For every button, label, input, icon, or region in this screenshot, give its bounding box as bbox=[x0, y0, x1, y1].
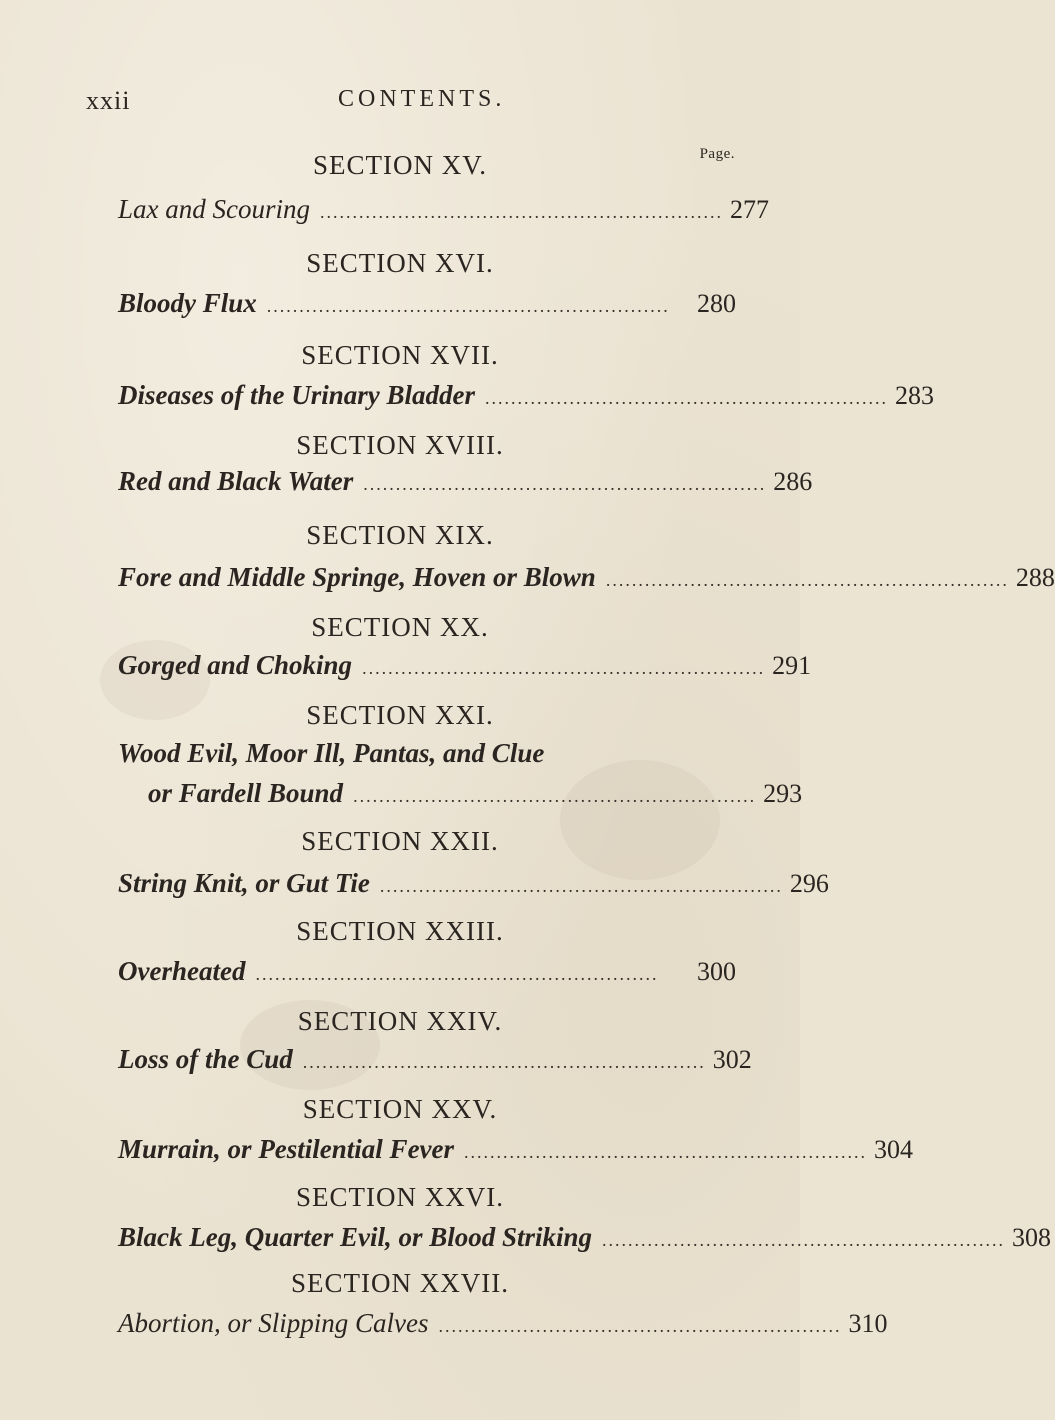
entry-title: Lax and Scouring bbox=[118, 194, 310, 224]
toc-entry bbox=[148, 778, 803, 814]
toc-entry bbox=[118, 562, 1055, 598]
dot-leader: .............................................................. bbox=[602, 1230, 1006, 1250]
section-heading: SECTION XVIII. bbox=[296, 430, 504, 460]
section-heading: SECTION XXI. bbox=[306, 700, 494, 730]
entry-title: Red and Black Water bbox=[118, 466, 354, 496]
toc-entry bbox=[118, 194, 769, 230]
dot-leader: .............................................................. bbox=[485, 388, 888, 408]
section-heading: SECTION XVII. bbox=[301, 340, 499, 370]
section-heading: SECTION XXIV. bbox=[297, 1006, 503, 1036]
entry-title: Wood Evil, Moor Ill, Pantas, and Clue bbox=[118, 738, 545, 768]
toc-entry bbox=[118, 1134, 914, 1170]
entry-page: 304 bbox=[874, 1135, 914, 1164]
entry-page: 280 bbox=[697, 289, 736, 318]
section-heading: SECTION XXIII. bbox=[296, 916, 504, 946]
entry-page: 288 bbox=[1015, 563, 1055, 592]
entry-title: String Knit, or Gut Tie bbox=[118, 868, 370, 898]
entry-page: 293 bbox=[763, 779, 803, 808]
section-heading: SECTION XXV. bbox=[302, 1094, 498, 1124]
entry-title: Abortion, or Slipping Calves bbox=[118, 1308, 429, 1338]
entry-title: Loss of the Cud bbox=[118, 1044, 293, 1074]
toc-entry bbox=[118, 466, 813, 502]
toc-entry bbox=[118, 1308, 888, 1344]
dot-leader: .............................................................. bbox=[438, 1316, 842, 1336]
entry-page: 291 bbox=[772, 651, 812, 680]
entry-title: Gorged and Choking bbox=[118, 650, 353, 680]
toc-entry bbox=[118, 868, 829, 904]
toc-entry bbox=[118, 288, 736, 324]
dot-leader: .............................................................. bbox=[605, 570, 1009, 590]
entry-page: 283 bbox=[895, 381, 934, 410]
entry-title: Murrain, or Pestilential Fever bbox=[118, 1134, 455, 1164]
section-heading: SECTION XX. bbox=[311, 612, 489, 642]
dot-leader: .............................................................. bbox=[464, 1142, 868, 1162]
section-heading: SECTION XV. bbox=[312, 150, 487, 180]
entry-title: Bloody Flux bbox=[118, 288, 257, 318]
toc-entry bbox=[118, 380, 934, 416]
page-column-label: Page. bbox=[699, 146, 735, 162]
dot-leader: .............................................................. bbox=[302, 1052, 706, 1072]
running-head: CONTENTS. bbox=[338, 86, 506, 112]
entry-page: 300 bbox=[697, 957, 736, 986]
section-heading: SECTION XXVI. bbox=[296, 1182, 504, 1212]
dot-leader: .............................................................. bbox=[363, 474, 767, 494]
dot-leader: .............................................................. bbox=[266, 296, 670, 316]
dot-leader: .............................................................. bbox=[379, 876, 783, 896]
toc-entry-line1 bbox=[118, 738, 736, 774]
entry-page: 310 bbox=[848, 1309, 888, 1338]
section-heading: SECTION XVI. bbox=[306, 248, 494, 278]
entry-title: Overheated bbox=[118, 956, 246, 986]
section-heading: SECTION XIX. bbox=[306, 520, 494, 550]
section-heading: SECTION XXII. bbox=[301, 826, 499, 856]
entry-page: 296 bbox=[789, 869, 829, 898]
entry-title: Fore and Middle Springe, Hoven or Blown bbox=[118, 562, 596, 592]
entry-page: 302 bbox=[712, 1045, 752, 1074]
toc-entry bbox=[118, 1222, 1052, 1258]
entry-page: 277 bbox=[730, 195, 769, 224]
dot-leader: .............................................................. bbox=[362, 658, 766, 678]
entry-page: 286 bbox=[773, 467, 813, 496]
section-heading: SECTION XXVII. bbox=[291, 1268, 509, 1298]
page-number: xxii bbox=[86, 86, 131, 115]
page-header bbox=[0, 86, 800, 126]
entry-title: Diseases of the Urinary Bladder bbox=[118, 380, 475, 410]
entry-title-continued: or Fardell Bound bbox=[148, 778, 344, 808]
toc-entry bbox=[118, 956, 736, 992]
dot-leader: .............................................................. bbox=[353, 786, 757, 806]
toc-entry bbox=[118, 1044, 752, 1080]
dot-leader: .............................................................. bbox=[320, 202, 723, 222]
entry-page: 308 bbox=[1012, 1223, 1052, 1252]
entry-title: Black Leg, Quarter Evil, or Blood Striking bbox=[118, 1222, 593, 1252]
toc-entry bbox=[118, 650, 812, 686]
dot-leader: .............................................................. bbox=[255, 964, 659, 984]
